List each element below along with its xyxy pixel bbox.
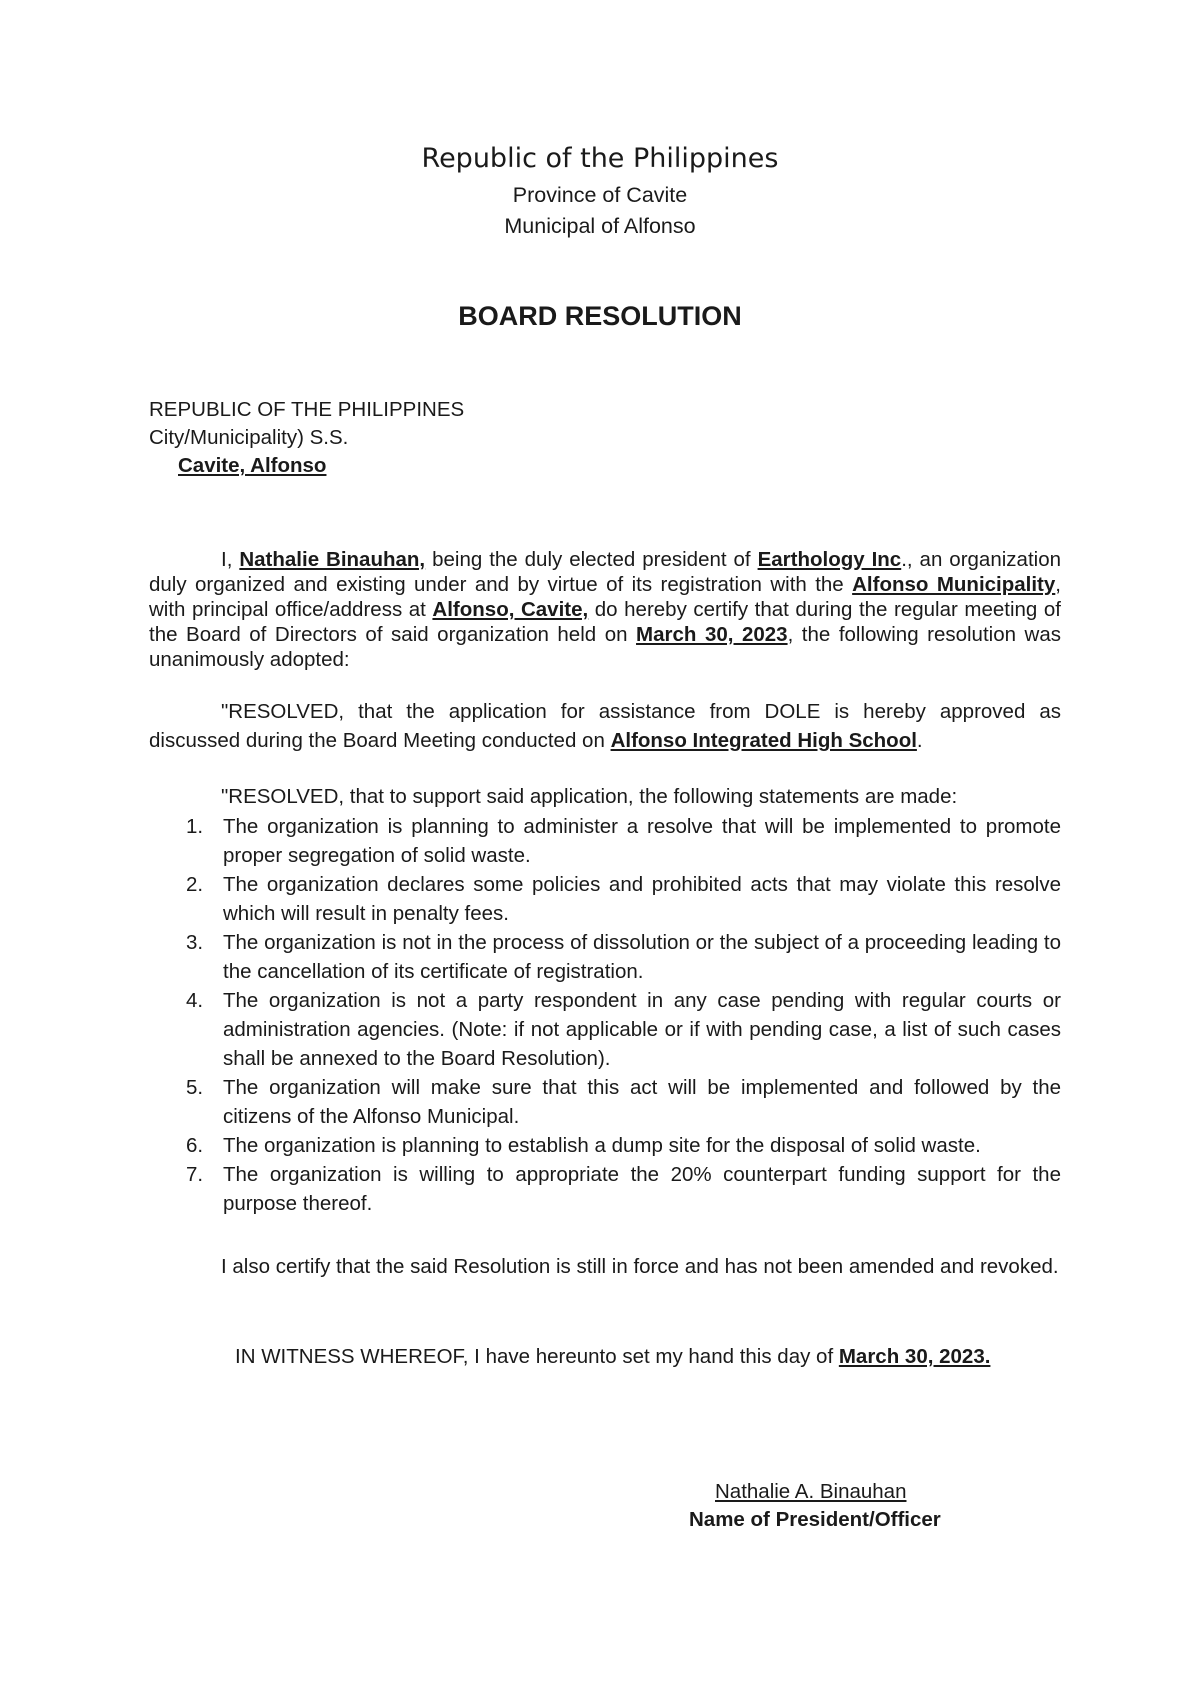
list-number: 5. [186, 1076, 204, 1099]
list-item [149, 1073, 1061, 1131]
signatory-role: Name of President/Officer [689, 1508, 941, 1531]
list-item [149, 1160, 1061, 1218]
list-text: The organization declares some policies and prohibited acts that may violate this resolve which will result in penalty fees. [223, 873, 1061, 925]
resolution-text-2: . [916, 729, 923, 752]
cert-text-6: , the following resolution was unanimously adopted: [149, 623, 1061, 671]
cert-text-4: , with principal office/address at [149, 573, 1061, 621]
list-text: The organization is not in the process of dissolution or the subject of a proceeding leading to the cancellation of its certificate of registration. [223, 931, 1061, 983]
list-number: 4. [186, 989, 204, 1012]
certification-paragraph [149, 547, 1061, 672]
statements-list [149, 812, 1061, 1218]
list-text: The organization is not a party respondent in any case pending with regular courts or administration agencies. (Note: if not applicable or if with pending case, a list of such cases shall be annexed to the Board Resolution). [223, 989, 1061, 1070]
resolution-text-1: "RESOLVED, that the application for assistance from DOLE is hereby approved as discussed during the Board Meeting conducted on [149, 700, 1061, 752]
list-item [149, 1131, 1061, 1160]
list-item [149, 986, 1061, 1073]
cert-text-5: do hereby certify that during the regular meeting of the Board of Directors of said organization held on [149, 598, 1061, 646]
list-number: 7. [186, 1163, 204, 1186]
document-title: BOARD RESOLUTION [458, 301, 742, 331]
cert-text-2: being the duly elected president of [425, 548, 758, 571]
resolution-approval-paragraph [149, 697, 1061, 755]
list-item [149, 870, 1061, 928]
list-number: 6. [186, 1134, 204, 1157]
witness-date: March 30, 2023. [838, 1345, 991, 1368]
resolution-support-intro: "RESOLVED, that to support said application, the following statements are made: [221, 785, 958, 808]
venue-jurisdiction: City/Municipality) S.S. [149, 426, 349, 449]
list-text: The organization is planning to administer a resolve that will be implemented to promote proper segregation of solid waste. [223, 815, 1061, 867]
list-item [149, 812, 1061, 870]
meeting-place: Alfonso Integrated High School [610, 729, 917, 752]
office-address: Alfonso, Cavite, [432, 598, 589, 621]
header-municipal: Municipal of Alfonso [504, 214, 696, 238]
venue-location: Cavite, Alfonso [178, 454, 327, 477]
header-province: Province of Cavite [512, 183, 688, 207]
list-item [149, 928, 1061, 986]
president-name: Nathalie Binauhan, [239, 548, 426, 571]
venue-country: REPUBLIC OF THE PHILIPPINES [149, 398, 465, 421]
signatory-name: Nathalie A. Binauhan [715, 1480, 907, 1503]
list-number: 1. [186, 815, 204, 838]
cert-text-3: ., an organization duly organized and existing under and by virtue of its registration with the [149, 548, 1061, 596]
meeting-date: March 30, 2023 [636, 623, 788, 646]
list-text: The organization will make sure that this act will be implemented and followed by the citizens of the Alfonso Municipal. [223, 1076, 1061, 1128]
header-country: Republic of the Philippines [421, 143, 779, 174]
list-text: The organization is willing to appropriate the 20% counterpart funding support for the purpose thereof. [223, 1163, 1061, 1215]
organization-name: Earthology Inc [757, 548, 902, 571]
cert-text-1: I, [221, 548, 240, 571]
list-number: 3. [186, 931, 204, 954]
registrar-name: Alfonso Municipality [852, 573, 1056, 596]
list-text: The organization is planning to establish a dump site for the disposal of solid waste. [223, 1134, 981, 1157]
witness-paragraph [235, 1344, 1065, 1369]
venue-block [149, 396, 464, 480]
list-number: 2. [186, 873, 204, 896]
witness-text: IN WITNESS WHEREOF, I have hereunto set my hand this day of [235, 1345, 839, 1368]
force-statement: I also certify that the said Resolution is still in force and has not been amended and revoked. [221, 1255, 1059, 1278]
